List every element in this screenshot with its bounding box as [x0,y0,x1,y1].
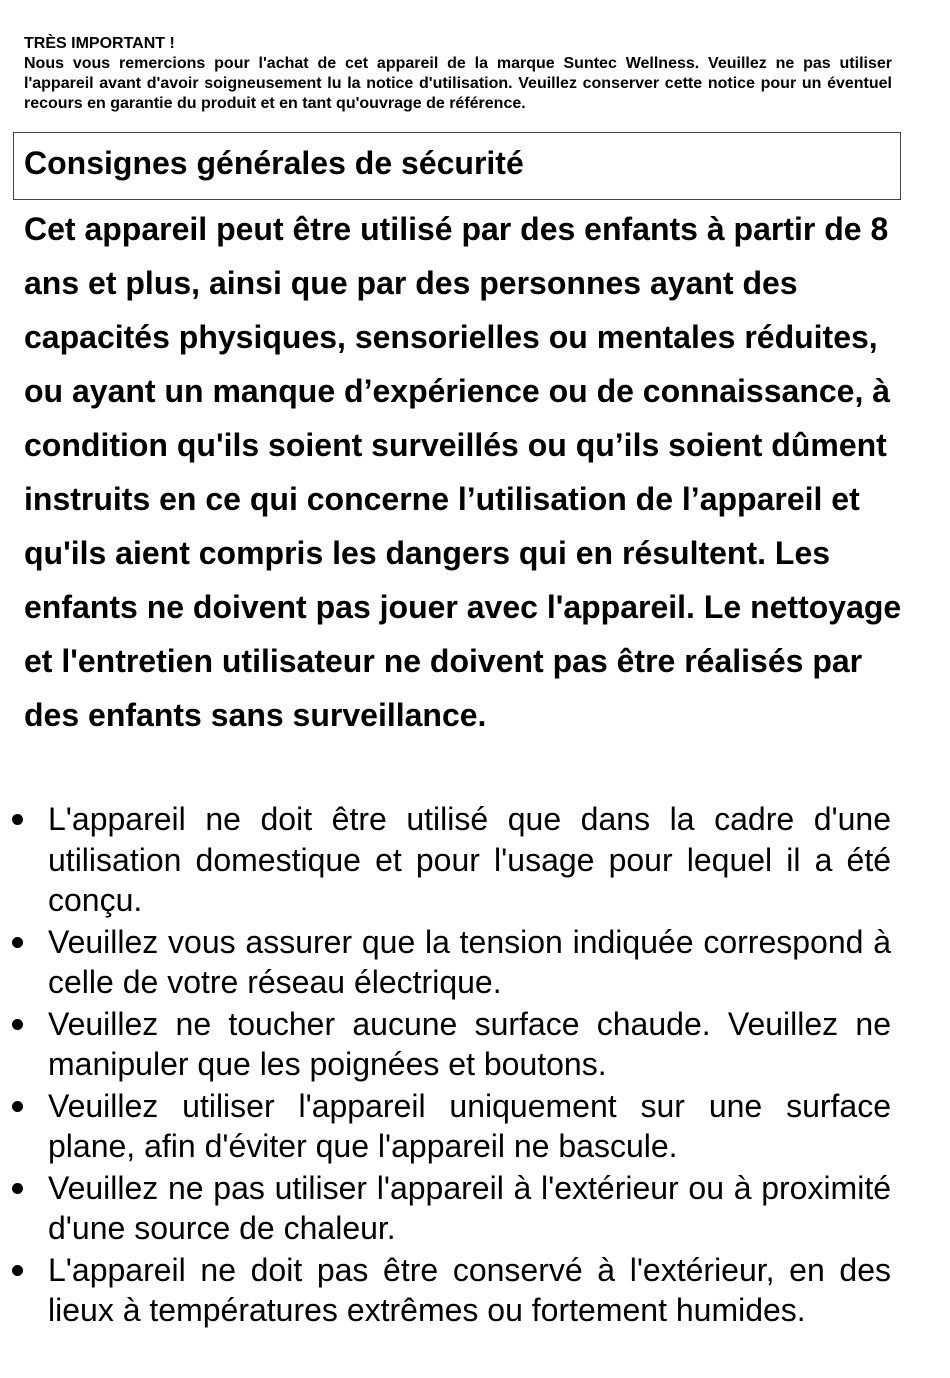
children-warning-paragraph: Cet appareil peut être utilisé par des enfants à partir de 8 ans et plus, ainsi que par des personnes ayant des capacités physiques, sensorielles ou mentales réduites, ou ayant un manque d’expérience ou de connaissance, à condition qu'ils soient surveillés ou qu’ils soient dûment instruits en ce qui concerne l’utilisation de l’appareil et qu'ils aient compris les dangers qui en résultent. Les enfants ne doivent pas jouer avec l'appareil. Le nettoyage et l'entretien utilisateur ne doivent pas être réalisés par des enfants sans surveillance. [24,211,902,733]
list-item [48,1250,891,1331]
intro-text: Nous vous remercions pour l'achat de cet appareil de la marque Suntec Wellness. Veuillez ne pas utiliser l'appareil avant d'avoir soigneusement lu la notice d'utilisation. Veuillez conserver cette notice pour un éventuel recours en garantie du produit et en tant qu'ouvrage de référence. [24,55,892,112]
list-item-text: L'appareil ne doit être utilisé que dans la cadre d'une utilisation domestique et pour l'usage pour lequel il a été conçu. [48,801,891,918]
list-item-text: Veuillez ne pas utiliser l'appareil à l'extérieur ou à proximité d'une source de chaleur. [48,1169,891,1246]
safety-instructions-list [0,799,950,1332]
list-item [48,799,891,921]
bullet-icon [12,1265,23,1276]
bullet-icon [12,1101,23,1112]
list-item [48,1004,891,1085]
bullet-icon [12,937,23,948]
list-item [48,922,891,1003]
list-item-text: Veuillez vous assurer que la tension indiquée correspond à celle de votre réseau électrique. [48,923,891,1000]
bullet-icon [12,1019,23,1030]
list-item [48,1168,891,1249]
list-item-text: L'appareil ne doit pas être conservé à l'extérieur, en des lieux à températures extrêmes ou fortement humides. [48,1251,891,1328]
list-item [48,1086,891,1167]
bullet-icon [12,1183,23,1194]
section-title: Consignes générales de sécurité [24,145,524,181]
intro-title: TRÈS IMPORTANT ! [24,35,175,52]
list-item-text: Veuillez utiliser l'appareil uniquement sur une surface plane, afin d'éviter que l'appareil ne bascule. [48,1087,891,1164]
list-item-text: Veuillez ne toucher aucune surface chaude. Veuillez ne manipuler que les poignées et boutons. [48,1005,891,1082]
section-header-box [13,132,901,200]
intro-notice [24,34,892,114]
bullet-icon [12,814,23,825]
